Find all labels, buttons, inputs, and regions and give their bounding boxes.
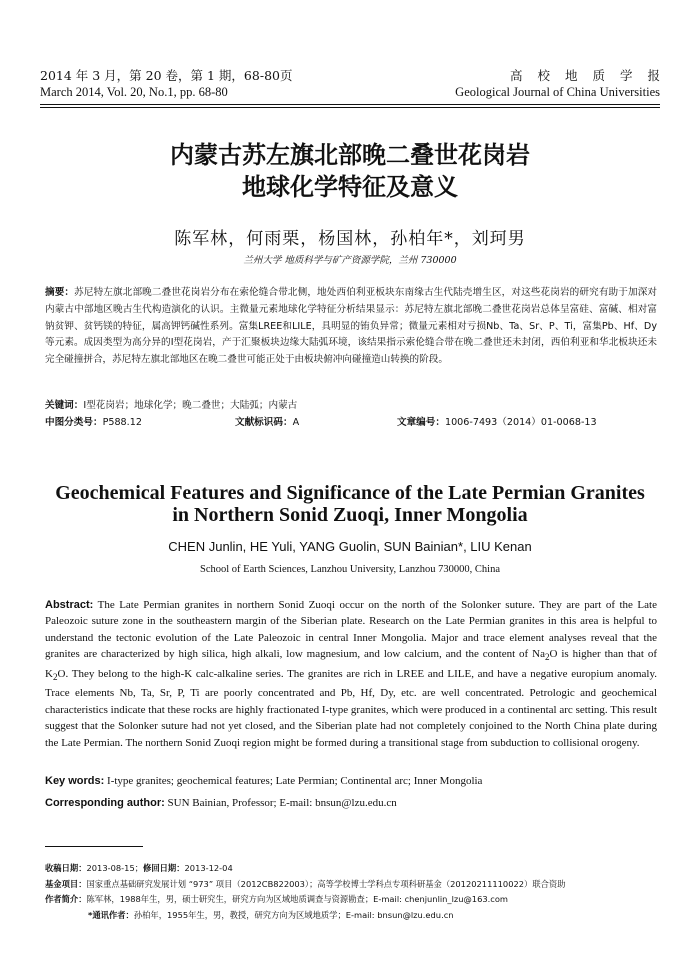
title-cn-line2: 地球化学特征及意义 xyxy=(242,173,458,201)
clc-label: 中图分类号： xyxy=(45,417,103,428)
fund-text: 国家重点基础研究发展计划 “973” 项目（2012CB822003）；高等学校博士学科点专项科研基金（20120211110022）联合资助 xyxy=(86,878,566,889)
corresponding-en-label: Corresponding author: xyxy=(45,797,165,809)
footnote-dates xyxy=(45,861,665,877)
author-bio-text: 陈军林，1988年生，男，硕士研究生，研究方向为区域地质调查与资源勘查；E-mail: chenjunlin_lzu@163.com xyxy=(86,894,508,904)
footnote-author xyxy=(45,892,665,908)
abstract-cn-text: 苏尼特左旗北部晚二叠世花岗岩分布在索伦缝合带北侧，地处西伯利亚板块东南缘古生代陆壳增生区，对这些花岗岩的研究有助于加深对内蒙古中部地区晚古生代构造演化的认识。主微量元素地球化学特征分析结果显示：苏尼特左旗北部晚二叠世花岗岩总体呈富硅、富碱、相对富钠贫钾、贫钙镁的特征，属高钾钙碱性系列。富集LREE和LILE，具明显的铕负异常；微量元素相对亏损Nb、Ta、Sr、P、Ti，富集Pb、Hf、Dy等元素。成因类型为高分异的I型花岗岩，产于汇聚板块边缘大陆弧环境，该结果指示索伦缝合带在晚二叠世还未封闭，西伯利亚和华北板块还未完全碰撞拼合，苏尼特左旗北部地区在晚二叠世可能正处于由板块俯冲向碰撞造山转换的阶段。 xyxy=(45,287,658,366)
keywords-en-label: Key words: xyxy=(45,775,105,787)
subscript-k2: 2 xyxy=(52,672,58,682)
received-date: 2013-08-15； xyxy=(86,863,144,873)
article-value: 1006-7493（2014）01-0068-13 xyxy=(444,417,597,428)
paper-title-cn xyxy=(0,139,700,203)
abstract-en xyxy=(45,597,657,751)
header-rule xyxy=(40,104,660,105)
revised-label: 修回日期： xyxy=(143,863,185,873)
abstract-cn-label: 摘要： xyxy=(45,287,75,298)
corresponding-en-text: SUN Bainian, Professor; E-mail: bnsun@lzu.edu.cn xyxy=(167,797,397,809)
keywords-cn xyxy=(45,397,657,411)
footnotes xyxy=(45,861,665,923)
footnote-rule xyxy=(45,846,143,847)
issue-info-cn: 2014 年 3 月，第 20 卷，第 1 期，68-80页 xyxy=(40,68,293,83)
doc-code xyxy=(235,414,299,428)
authors-cn: 陈军林，何雨栗，杨国林，孙柏年*，刘珂男 xyxy=(174,229,526,249)
affiliation-en: School of Earth Sciences, Lanzhou University, Lanzhou 730000, China xyxy=(200,564,500,575)
title-en-line2: in Northern Sonid Zuoqi, Inner Mongolia xyxy=(172,504,528,526)
authors-en: CHEN Junlin, HE Yuli, YANG Guolin, SUN Bainian*, LIU Kenan xyxy=(168,539,532,554)
clc-number xyxy=(45,414,142,428)
footnote-corresponding xyxy=(45,908,665,924)
keywords-cn-text: I型花岗岩；地球化学；晚二叠世；大陆弧；内蒙古 xyxy=(83,400,298,411)
issue-info-en: March 2014, Vol. 20, No.1, pp. 68-80 xyxy=(40,85,228,99)
corresponding-author-en xyxy=(45,797,657,809)
header-rule-thin xyxy=(40,107,660,108)
subscript-na2: 2 xyxy=(544,652,550,663)
journal-name-en: Geological Journal of China Universities xyxy=(455,85,660,99)
title-en-line1: Geochemical Features and Significance of the Late Permian Granites xyxy=(55,482,645,504)
doc-label: 文献标识码： xyxy=(235,417,293,428)
corresponding-cn-text: 孙柏年，1955年生，男，教授，研究方向为区域地质学；E-mail: bnsun@lzu.edu.cn xyxy=(133,909,454,920)
keywords-cn-label: 关键词： xyxy=(45,400,84,411)
journal-name-cn: 高校地质学报 xyxy=(509,68,675,83)
received-label: 收稿日期： xyxy=(45,863,87,873)
abstract-en-label: Abstract: xyxy=(45,599,94,611)
article-label: 文章编号： xyxy=(397,417,445,428)
clc-value: P588.12 xyxy=(102,417,142,428)
abstract-en-text-3: O. They belong to the high-K calc-alkaline series. The granites are rich in LREE and LILE, and have a negative europium anomaly. Trace elements Nb, Ta, Sr, P, Ti are poorly concentrated and Pb, Hf, Dy, etc. are well concentrated. Petrologic and geochemical characteristics indicate that these rocks are highly fractionated I-type granites, which were produced in a continental arc setting. This result suggest that the Solonker suture had not yet closed, and the Siberian plate had not completely conjoined to the North China plate during the Late Permian. The northern Sonid Zuoqi region might be formed during a transitional stage from subduction to collisional orogeny. xyxy=(45,667,657,749)
affiliation-cn: 兰州大学 地质科学与矿产资源学院，兰州 730000 xyxy=(243,255,457,266)
footnote-fund xyxy=(45,877,665,893)
paper-title-en xyxy=(0,482,700,526)
abstract-cn xyxy=(45,285,657,369)
corresponding-cn-label: *通讯作者： xyxy=(88,909,134,920)
abstract-en-text-2: O is higher than that of K xyxy=(45,648,657,680)
fund-label: 基金项目： xyxy=(45,878,87,889)
title-cn-line1: 内蒙古苏左旗北部晚二叠世花岗岩 xyxy=(170,141,530,169)
keywords-en xyxy=(45,775,657,787)
keywords-en-text: I-type granites; geochemical features; Late Permian; Continental arc; Inner Mongolia xyxy=(107,775,483,787)
author-bio-label: 作者简介： xyxy=(45,894,87,904)
abstract-en-text-1: The Late Permian granites in northern Sonid Zuoqi occur on the north of the Solonker suture. They are part of the Late Paleozoic suture zone in the southeastern margin of the Siberian plate. Research on the Late Permian granites in this area is helpful to understand the tectonic evolution of the Late Paleozoic in central Inner Mongolia. Major and trace element analyses reveal that the granites are characterized by high silica, high alkali, low magnesium, and low calcium, and the content of Na xyxy=(45,599,657,661)
article-number xyxy=(397,414,597,428)
revised-date: 2013-12-04 xyxy=(184,863,233,873)
doc-value: A xyxy=(292,417,300,428)
journal-header xyxy=(40,66,675,104)
